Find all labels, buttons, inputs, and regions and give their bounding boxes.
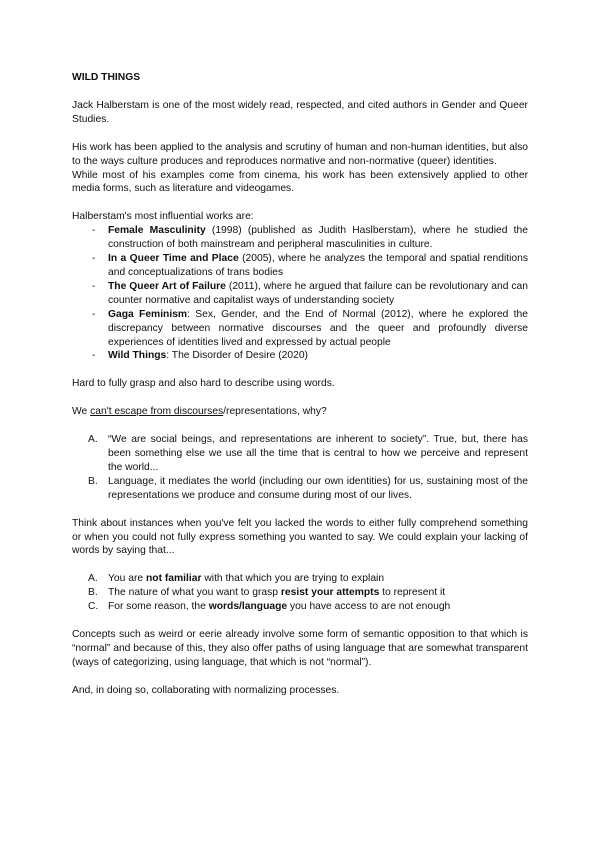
- work-title: The Queer Art of Failure: [108, 280, 226, 292]
- option-text: For some reason, the: [108, 601, 209, 613]
- reasons-list: [72, 433, 528, 503]
- escape-pre: We: [72, 406, 91, 418]
- list-marker: A.: [88, 573, 98, 585]
- closing-line: And, in doing so, collaborating with normalizing processes.: [72, 684, 340, 696]
- works-intro: Halberstam's most influential works are:: [72, 211, 254, 223]
- work-title: Wild Things: [108, 350, 167, 362]
- list-item: [72, 475, 528, 503]
- work-description: : The Disorder of Desire (2020): [166, 350, 308, 362]
- list-bullet: -: [92, 280, 96, 292]
- option-emphasis: words/language: [208, 601, 288, 613]
- list-item: [72, 586, 528, 600]
- works-list: [72, 224, 528, 363]
- list-marker: C.: [88, 601, 99, 613]
- option-text: You are: [108, 573, 146, 585]
- list-bullet: -: [92, 308, 96, 320]
- list-marker: B.: [88, 475, 98, 487]
- list-item: [72, 224, 528, 252]
- escape-question: [72, 405, 528, 419]
- options-list: [72, 572, 528, 614]
- work-applications-paragraph: His work has been applied to the analysis and scrutiny of human and non-human identities, but also to the ways culture produces and reproduces normative and non-normative (queer) identities.: [72, 141, 528, 167]
- work-title: Female Masculinity: [108, 225, 206, 237]
- list-marker: A.: [88, 434, 98, 446]
- work-description: (1998) (published as Judith Haslberstam), where he studied the construction of both mainstream and peripheral masculinities in culture.: [108, 225, 528, 251]
- option-text: The nature of what you want to grasp: [108, 587, 281, 599]
- list-item: [72, 600, 528, 614]
- list-item: [72, 349, 528, 363]
- hard-to-grasp-line: Hard to fully grasp and also hard to describe using words.: [72, 378, 335, 390]
- list-bullet: -: [92, 225, 96, 237]
- reason-text: “We are social beings, and representations are inherent to society”. True, but, there has been something else we use all the time that is central to how we perceive and represent the world...: [108, 434, 528, 473]
- document-title: WILD THINGS: [72, 72, 141, 83]
- reason-text: Language, it mediates the world (including our own identities) for us, sustaining most of the representations we produce and consume during most of our lives.: [108, 475, 528, 501]
- list-item: [72, 252, 528, 280]
- intro-paragraph: Jack Halberstam is one of the most widely read, respected, and cited authors in Gender and Queer Studies.: [72, 99, 528, 125]
- list-item: [72, 308, 528, 350]
- underlined-phrase: can't escape from discourses: [90, 406, 224, 418]
- list-bullet: -: [92, 253, 96, 265]
- option-text: to represent it: [379, 587, 446, 599]
- option-text: you have access to are not enough: [287, 601, 451, 613]
- work-description: (2005), where he analyzes the temporal and spatial renditions and conceptualizations of trans bodies: [108, 253, 528, 278]
- option-text: with that which you are trying to explain: [201, 573, 385, 585]
- concepts-paragraph: Concepts such as weird or eerie already involve some form of semantic opposition to that which is “normal” and because of this, they also offer paths of using language that are somewhat transparent (ways of categorizing, using language, that which is not “normal”).: [72, 629, 528, 668]
- option-emphasis: resist your attempts: [280, 587, 380, 599]
- work-description: : Sex, Gender, and the End of Normal (2012), where he explored the discrepancy between normative discourses and the queer and profoundly diverse experiences of identities lived and expressed by actual people: [108, 308, 528, 348]
- work-title: In a Queer Time and Place: [108, 253, 239, 265]
- list-item: [72, 572, 528, 586]
- list-item: [72, 280, 528, 308]
- list-item: [72, 433, 528, 475]
- document-body: [72, 71, 528, 698]
- option-emphasis: not familiar: [145, 573, 202, 585]
- list-marker: B.: [88, 587, 98, 599]
- work-description: (2011), where he argued that failure can be revolutionary and can counter normative and capitalist ways of understanding society: [108, 280, 528, 306]
- think-paragraph: Think about instances when you've felt you lacked the words to either fully comprehend something or when you could not fully express something you wanted to say. We could explain your lacking of words by saying that...: [72, 517, 528, 557]
- escape-post: /representations, why?: [223, 406, 327, 418]
- list-bullet: -: [92, 350, 96, 362]
- work-title: Gaga Feminism: [108, 308, 188, 320]
- media-forms-paragraph: While most of his examples come from cinema, his work has been extensively applied to other media forms, such as literature and videogames.: [72, 169, 528, 195]
